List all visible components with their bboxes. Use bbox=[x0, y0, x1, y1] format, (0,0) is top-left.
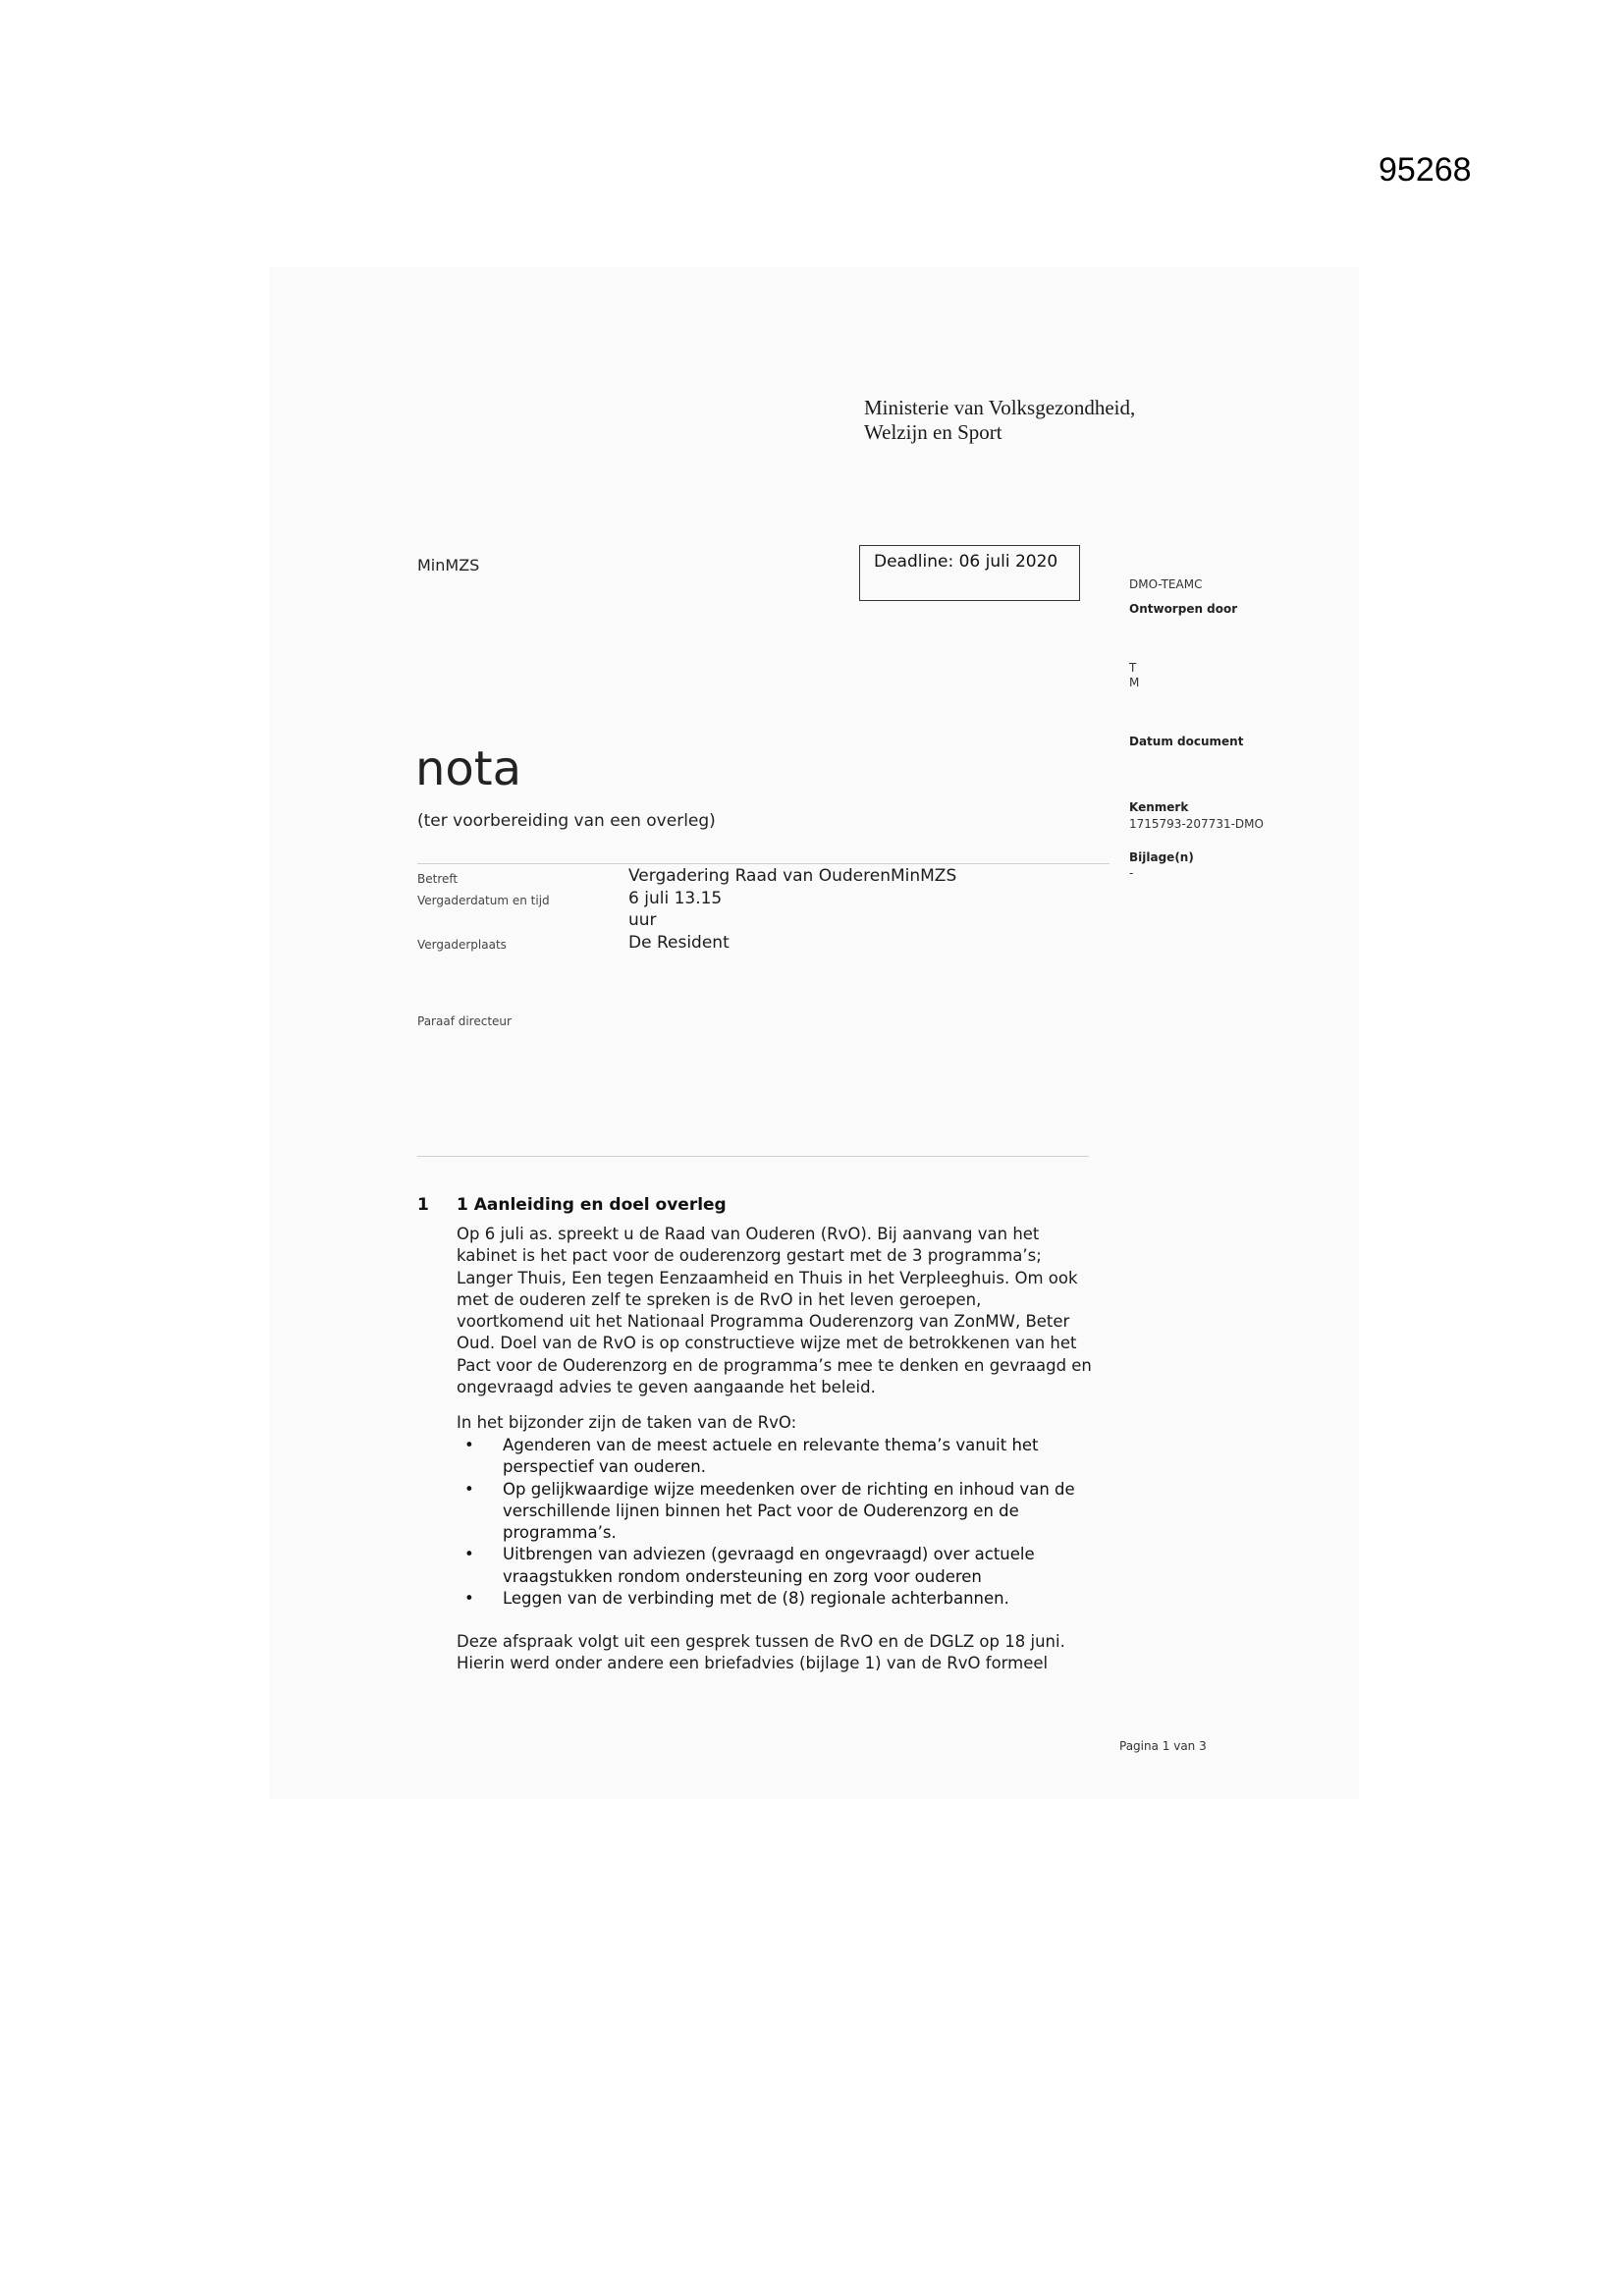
list-item-line: Agenderen van de meest actuele en relevante thema’s vanuit het bbox=[503, 1436, 1039, 1454]
paragraph-line: ongevraagd advies te geven aangaande het beleid. bbox=[457, 1378, 876, 1397]
list-item bbox=[457, 1588, 1105, 1610]
tasks-intro: In het bijzonder zijn de taken van de RvO: bbox=[457, 1413, 797, 1432]
sidebar-attachments-value: - bbox=[1129, 866, 1134, 880]
list-item-line: Leggen van de verbinding met de (8) regionale achterbannen. bbox=[503, 1589, 1009, 1609]
location-value: De Resident bbox=[628, 933, 730, 953]
ministry-line-2: Welzijn en Sport bbox=[864, 420, 1002, 444]
list-item-line: verschillende lijnen binnen het Pact voor de Ouderenzorg en de bbox=[503, 1501, 1019, 1520]
deadline-text: Deadline: 06 juli 2020 bbox=[874, 552, 1058, 572]
sidebar-t: T bbox=[1129, 661, 1137, 675]
divider bbox=[417, 863, 1110, 864]
sidebar-m: M bbox=[1129, 676, 1140, 689]
datetime-label: Vergaderdatum en tijd bbox=[417, 894, 550, 907]
list-item-line: vraagstukken rondom ondersteuning en zorg voor ouderen bbox=[503, 1566, 982, 1586]
ministry-logo-text bbox=[864, 396, 1135, 445]
bullet-icon: • bbox=[464, 1436, 474, 1454]
tasks-list bbox=[457, 1435, 1105, 1610]
subject-value: Vergadering Raad van OuderenMinMZS bbox=[628, 866, 957, 886]
bullet-icon: • bbox=[464, 1479, 474, 1499]
sidebar-reference-label: Kenmerk bbox=[1129, 800, 1189, 814]
sidebar-date-label: Datum document bbox=[1129, 735, 1244, 748]
bullet-icon: • bbox=[464, 1545, 474, 1564]
paragraph-line: Deze afspraak volgt uit een gesprek tussen de RvO en de DGLZ op 18 juni. bbox=[457, 1632, 1065, 1651]
paragraph-line: Op 6 juli as. spreekt u de Raad van Ouderen (RvO). Bij aanvang van het bbox=[457, 1225, 1040, 1243]
sidebar-attachments-label: Bijlage(n) bbox=[1129, 850, 1194, 864]
sidebar-team: DMO-TEAMC bbox=[1129, 577, 1203, 591]
sidebar-reference-value: 1715793-207731-DMO bbox=[1129, 817, 1264, 831]
list-item bbox=[457, 1544, 1105, 1588]
addressee: MinMZS bbox=[417, 556, 480, 574]
document-number: 95268 bbox=[1379, 151, 1472, 189]
page-title: nota bbox=[415, 741, 522, 796]
list-item-line: programma’s. bbox=[503, 1523, 617, 1543]
page-number: Pagina 1 van 3 bbox=[1119, 1739, 1207, 1753]
subject-label: Betreft bbox=[417, 872, 459, 886]
sidebar-designed-by-label: Ontworpen door bbox=[1129, 602, 1238, 616]
divider bbox=[417, 1156, 1089, 1157]
datetime-line-2: uur bbox=[628, 910, 657, 930]
section-number: 1 bbox=[417, 1195, 429, 1215]
paragraph-line: voortkomend uit het Nationaal Programma Ouderenzorg van ZonMW, Beter bbox=[457, 1312, 1070, 1332]
location-label: Vergaderplaats bbox=[417, 938, 507, 952]
datetime-value bbox=[628, 888, 722, 931]
paragraph-line: Pact voor de Ouderenzorg en de programma’s mee te denken en gevraagd en bbox=[457, 1355, 1092, 1375]
list-item-line: perspectief van ouderen. bbox=[503, 1457, 706, 1477]
paragraph-line: Oud. Doel van de RvO is op constructieve wijze met de betrokkenen van het bbox=[457, 1334, 1077, 1353]
section-title: 1 Aanleiding en doel overleg bbox=[457, 1195, 727, 1215]
bullet-icon: • bbox=[464, 1589, 474, 1609]
ministry-line-1: Ministerie van Volksgezondheid, bbox=[864, 396, 1136, 419]
paraaf-label: Paraaf directeur bbox=[417, 1014, 512, 1028]
paragraph-line: kabinet is het pact voor de ouderenzorg gestart met de 3 programma’s; bbox=[457, 1246, 1042, 1266]
paragraph-line: met de ouderen zelf te spreken is de RvO in het leven geroepen, bbox=[457, 1289, 982, 1309]
list-item-line: Uitbrengen van adviezen (gevraagd en ongevraagd) over actuele bbox=[503, 1545, 1035, 1564]
page-subtitle: (ter voorbereiding van een overleg) bbox=[417, 811, 716, 831]
section-paragraph-1 bbox=[457, 1224, 1124, 1398]
list-item bbox=[457, 1435, 1105, 1479]
datetime-line-1: 6 juli 13.15 bbox=[628, 889, 723, 908]
list-item bbox=[457, 1479, 1105, 1545]
section-paragraph-2 bbox=[457, 1631, 1124, 1675]
deadline-box bbox=[859, 545, 1080, 601]
paragraph-line: Langer Thuis, Een tegen Eenzaamheid en Thuis in het Verpleeghuis. Om ook bbox=[457, 1268, 1078, 1287]
list-item-line: Op gelijkwaardige wijze meedenken over de richting en inhoud van de bbox=[503, 1479, 1075, 1499]
paragraph-line: Hierin werd onder andere een briefadvies (bijlage 1) van de RvO formeel bbox=[457, 1654, 1049, 1673]
